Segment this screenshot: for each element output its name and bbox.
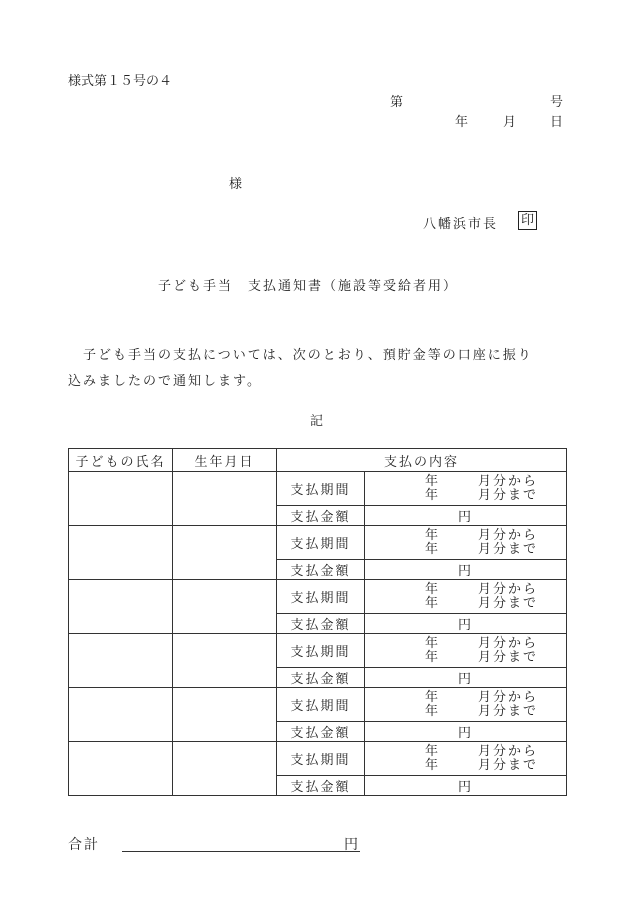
birth-date-cell[interactable] [173, 472, 277, 526]
child-name-cell[interactable] [69, 634, 173, 688]
sender-name: 八幡浜市長 [423, 217, 499, 232]
payment-amount-cell[interactable]: 円 [365, 668, 567, 688]
total-yen: 円 [344, 837, 358, 853]
header-payment-content: 支払の内容 [277, 449, 567, 472]
period-from-month: 月分から [478, 581, 539, 597]
addressee-suffix: 様 [229, 177, 243, 192]
body-text-line1: 子ども手当の支払については、次のとおり、預貯金等の口座に振り [68, 348, 533, 363]
form-number: 様式第１５号の４ [68, 74, 173, 89]
table-row [69, 580, 567, 614]
date-day: 日 [550, 115, 564, 130]
period-to [425, 597, 566, 611]
payment-amount-label: 支払金額 [277, 614, 365, 634]
header-child-name: 子どもの氏名 [69, 449, 173, 472]
total-underline [122, 851, 360, 852]
payment-amount-cell[interactable]: 円 [365, 776, 567, 796]
period-from-month: 月分から [478, 527, 539, 543]
payment-period-cell[interactable] [365, 580, 567, 614]
period-from-year: 年 [425, 635, 441, 651]
table-row [69, 526, 567, 560]
period-to-month: 月分まで [478, 595, 539, 611]
header-birth-date: 生年月日 [173, 449, 277, 472]
birth-date-cell[interactable] [173, 634, 277, 688]
date-month: 月 [503, 115, 517, 130]
birth-date-cell[interactable] [173, 580, 277, 634]
payment-table [68, 448, 567, 796]
period-from-year: 年 [425, 527, 441, 543]
period-from [425, 691, 566, 705]
payment-amount-label: 支払金額 [277, 560, 365, 580]
period-from [425, 475, 566, 489]
payment-period-label: 支払期間 [277, 580, 365, 614]
birth-date-cell[interactable] [173, 742, 277, 796]
payment-amount-label: 支払金額 [277, 776, 365, 796]
payment-period-cell[interactable] [365, 634, 567, 668]
seal-label: 印 [518, 211, 537, 230]
payment-amount-cell[interactable]: 円 [365, 560, 567, 580]
payment-amount-cell[interactable]: 円 [365, 506, 567, 526]
period-to-year: 年 [425, 487, 441, 503]
birth-date-cell[interactable] [173, 526, 277, 580]
period-to-year: 年 [425, 541, 441, 557]
document-title: 子ども手当 支払通知書（施設等受給者用） [158, 279, 459, 294]
period-from [425, 637, 566, 651]
total-label: 合計 [68, 837, 100, 853]
payment-amount-cell[interactable]: 円 [365, 614, 567, 634]
period-from-year: 年 [425, 473, 441, 489]
period-from [425, 583, 566, 597]
period-to-month: 月分まで [478, 703, 539, 719]
period-to [425, 543, 566, 557]
period-from-year: 年 [425, 581, 441, 597]
period-to [425, 489, 566, 503]
period-from [425, 745, 566, 759]
payment-amount-label: 支払金額 [277, 722, 365, 742]
payment-period-cell[interactable] [365, 526, 567, 560]
birth-date-cell[interactable] [173, 688, 277, 742]
child-name-cell[interactable] [69, 742, 173, 796]
doc-number-suffix: 号 [550, 95, 564, 110]
period-to [425, 651, 566, 665]
child-name-cell[interactable] [69, 526, 173, 580]
period-to-month: 月分まで [478, 649, 539, 665]
payment-amount-label: 支払金額 [277, 506, 365, 526]
period-from-month: 月分から [478, 473, 539, 489]
seal-mark [518, 211, 537, 230]
period-to-year: 年 [425, 757, 441, 773]
period-to-month: 月分まで [478, 757, 539, 773]
table-row [69, 634, 567, 668]
payment-period-label: 支払期間 [277, 688, 365, 722]
period-to-year: 年 [425, 703, 441, 719]
payment-period-cell[interactable] [365, 688, 567, 722]
period-from-year: 年 [425, 689, 441, 705]
doc-number-prefix: 第 [390, 95, 404, 110]
payment-period-label: 支払期間 [277, 742, 365, 776]
table-header-row [69, 449, 567, 472]
period-to-year: 年 [425, 595, 441, 611]
period-from-month: 月分から [478, 743, 539, 759]
period-to-month: 月分まで [478, 541, 539, 557]
date-year: 年 [455, 115, 469, 130]
payment-period-label: 支払期間 [277, 634, 365, 668]
payment-amount-label: 支払金額 [277, 668, 365, 688]
period-from-month: 月分から [478, 635, 539, 651]
period-to-month: 月分まで [478, 487, 539, 503]
child-name-cell[interactable] [69, 472, 173, 526]
table-row [69, 742, 567, 776]
period-to [425, 705, 566, 719]
child-name-cell[interactable] [69, 580, 173, 634]
payment-amount-cell[interactable]: 円 [365, 722, 567, 742]
ki-heading: 記 [310, 414, 324, 429]
period-from-year: 年 [425, 743, 441, 759]
payment-period-cell[interactable] [365, 742, 567, 776]
period-from-month: 月分から [478, 689, 539, 705]
table-row [69, 472, 567, 506]
payment-period-label: 支払期間 [277, 526, 365, 560]
table-row [69, 688, 567, 722]
period-to-year: 年 [425, 649, 441, 665]
child-name-cell[interactable] [69, 688, 173, 742]
period-from [425, 529, 566, 543]
body-text-line2: 込みましたので通知します。 [68, 374, 262, 389]
period-to [425, 759, 566, 773]
payment-period-label: 支払期間 [277, 472, 365, 506]
payment-period-cell[interactable] [365, 472, 567, 506]
